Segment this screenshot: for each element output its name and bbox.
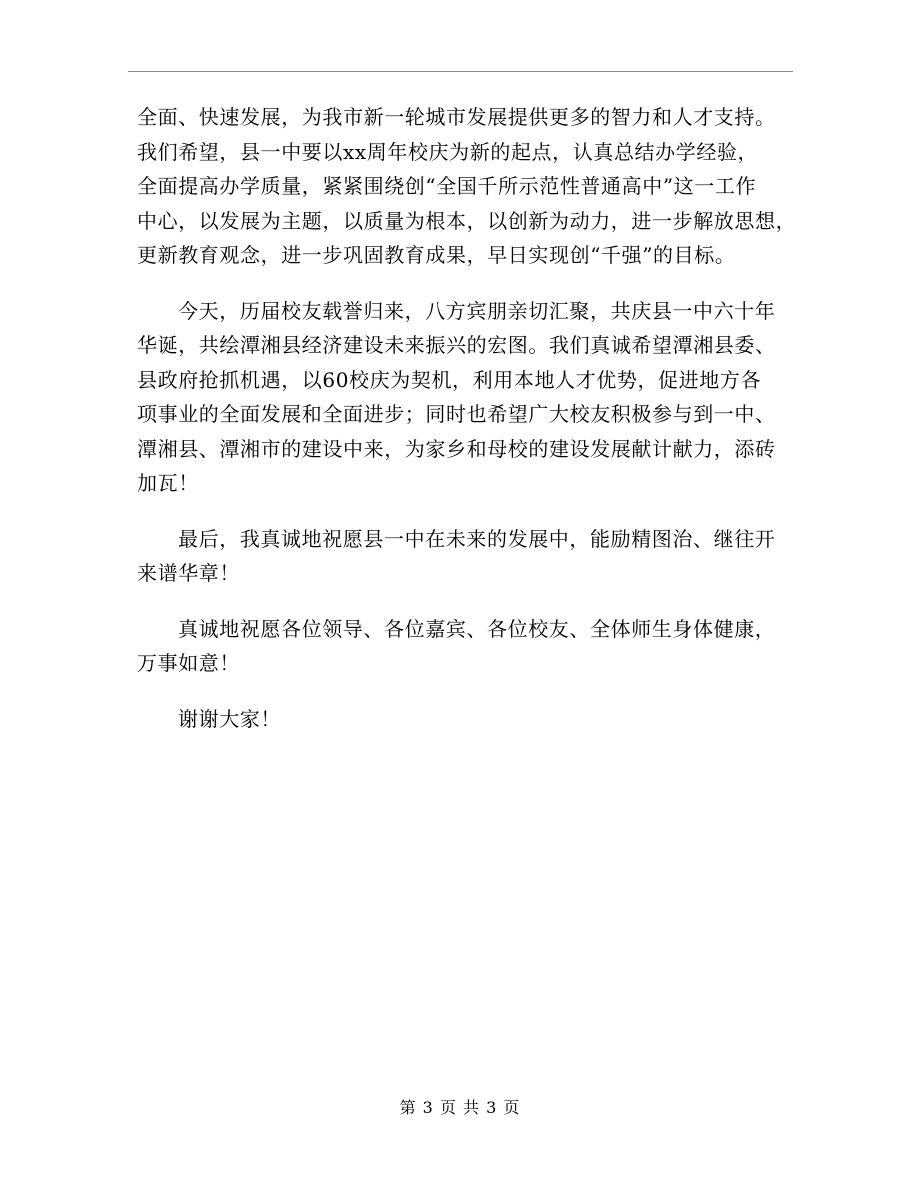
paragraph-4 — [137, 612, 817, 681]
paragraph-2 — [137, 294, 817, 501]
text-line: 项事业的全面发展和全面进步；同时也希望广大校友积极参与到一中、 — [137, 402, 776, 426]
text-line: 我们希望，县一中要以xx周年校庆为新的起点，认真总结办学经验， — [137, 139, 759, 164]
text-line: 加瓦！ — [137, 471, 199, 495]
paragraph-1 — [137, 100, 817, 273]
document-body — [137, 100, 817, 757]
text-line: 今天，历届校友载誉归来，八方宾朋亲切汇聚，共庆县一中六十年 — [178, 298, 776, 323]
paragraph-3 — [137, 522, 817, 591]
text-line: 潭湘县、潭湘市的建设中来，为家乡和母校的建设发展献计献力，添砖 — [137, 436, 776, 461]
text-line: 全面、快速发展，为我市新一轮城市发展提供更多的智力和人才支持。 — [137, 105, 776, 129]
text-line: 最后，我真诚地祝愿县一中在未来的发展中，能励精图治、继往开 — [178, 526, 776, 551]
header-rule — [128, 71, 793, 72]
paragraph-5 — [137, 702, 817, 737]
text-line: 来谱华章！ — [137, 561, 240, 585]
text-line: 谢谢大家！ — [178, 706, 281, 731]
text-line: 真诚地祝愿各位领导、各位嘉宾、各位校友、全体师生身体健康， — [178, 616, 776, 641]
text-line: 万事如意！ — [137, 651, 240, 675]
page-footer: 第 3 页 共 3 页 — [399, 1098, 521, 1117]
text-line: 县政府抢抓机遇，以60校庆为契机，利用本地人才优势，促进地方各 — [137, 367, 762, 392]
text-line: 中心，以发展为主题，以质量为根本，以创新为动力，进一步解放思想， — [137, 208, 797, 233]
text-line: 全面提高办学质量，紧紧围绕创“全国千所示范性普通高中”这一工作 — [137, 174, 757, 198]
text-line: 华诞，共绘潭湘县经济建设未来振兴的宏图。我们真诚希望潭湘县委、 — [137, 333, 776, 357]
text-line: 更新教育观念，进一步巩固教育成果，早日实现创“千强”的目标。 — [137, 243, 736, 267]
